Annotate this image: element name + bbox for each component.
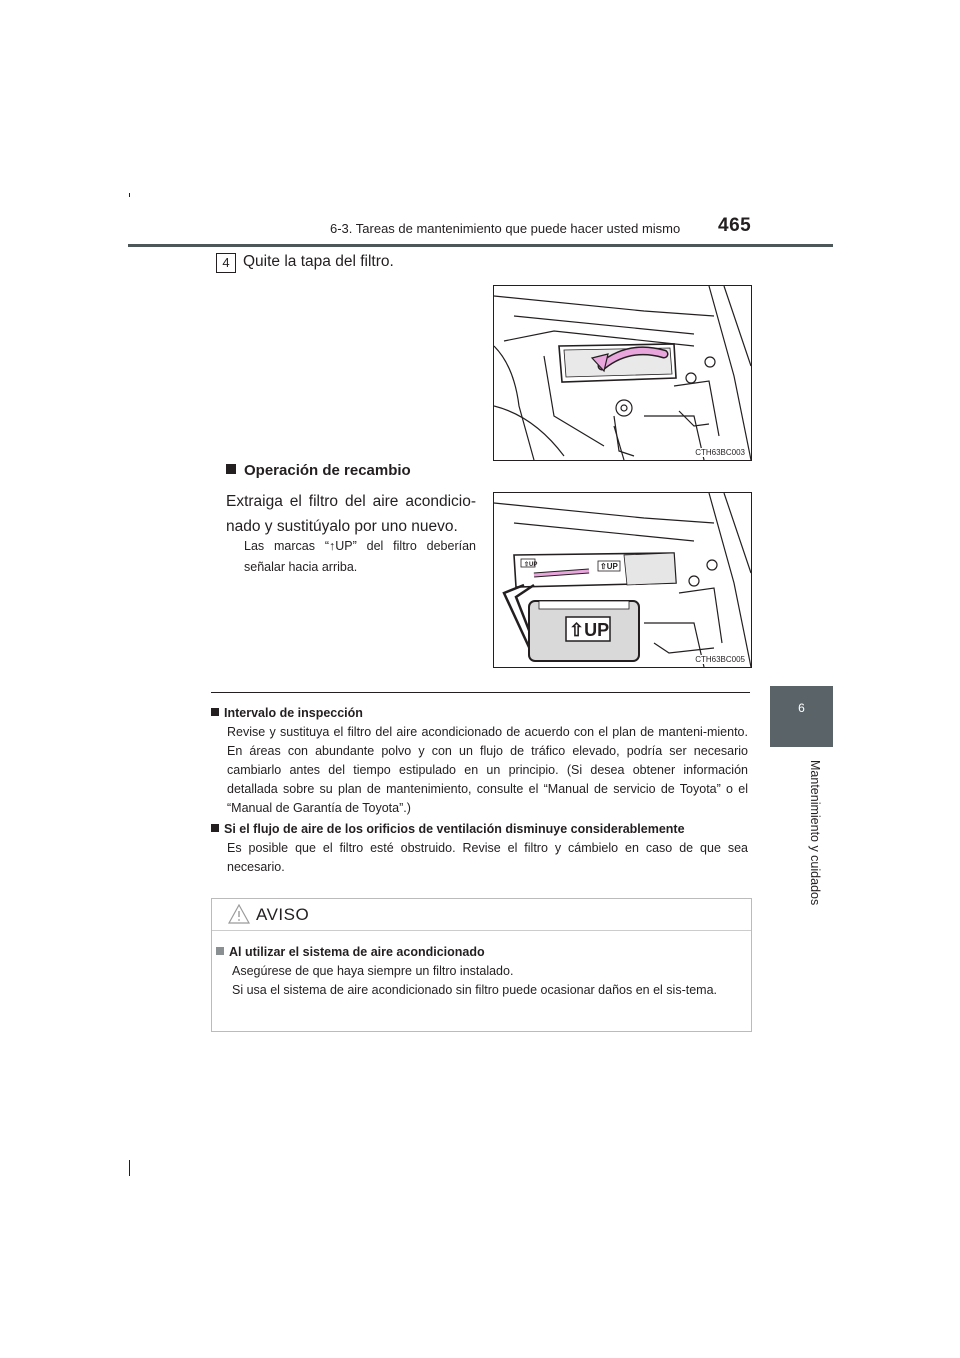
chapter-tab [770, 686, 833, 747]
step-instruction: Quite la tapa del filtro. [243, 253, 394, 270]
warning-label: AVISO [256, 905, 310, 924]
warning-box [211, 898, 752, 1032]
chapter-label-container [786, 760, 822, 910]
header-rule [128, 244, 833, 247]
warning-title: Al utilizar el sistema de aire acondicionado [216, 943, 744, 962]
info-text: Revise y sustituya el filtro del aire acondicionado de acuerdo con el plan de manteni-miento. En áreas con abundante polvo y con un flujo de tráfico elevado, podría ser necesario cambiarlo antes del tiempo estipulado en un principio. (Si desea obtener información detallada sobre su plan de mantenimiento, consulte el “Manual de servicio de Toyota” o el “Manual de Garantía de Toyota”.) [227, 725, 748, 815]
warning-body [216, 943, 744, 1000]
step-number-box: 4 [216, 253, 236, 273]
warning-line-2: Si usa el sistema de aire acondicionado sin filtro puede ocasionar daños en el sis-tema. [232, 983, 717, 997]
warning-header [212, 899, 751, 931]
square-bullet-icon [216, 947, 224, 955]
info-title: Si el flujo de aire de los orificios de ventilación disminuye considerablemente [211, 820, 748, 839]
square-bullet-icon [211, 708, 219, 716]
warning-triangle-icon [228, 904, 250, 924]
svg-text:⇧UP: ⇧UP [600, 562, 618, 571]
page-number: 465 [718, 215, 752, 236]
section-divider [211, 692, 750, 693]
info-title: Intervalo de inspección [211, 704, 748, 723]
chapter-label: Mantenimiento y cuidados [808, 760, 822, 906]
replacement-note: Las marcas “↑UP” del filtro deberían señalar hacia arriba. [244, 539, 476, 574]
replacement-body: Extraiga el filtro del aire acondicio-nado y sustitúyalo por uno nuevo. [226, 493, 476, 535]
figure-replace-filter [493, 492, 752, 668]
info-airflow-reduced [211, 820, 748, 877]
figure-code: CTH63BC005 [695, 655, 745, 664]
filter-cover-illustration [494, 286, 751, 460]
header-section-title: 6-3. Tareas de mantenimiento que puede hacer usted mismo [330, 221, 681, 236]
square-bullet-icon [211, 824, 219, 832]
info-text: Es posible que el filtro esté obstruido. Revise el filtro y cámbielo en caso de que sea necesario. [227, 841, 748, 874]
chapter-number: 6 [798, 701, 805, 715]
info-inspection-interval [211, 704, 748, 818]
filter-up-mark-illustration [494, 493, 751, 667]
figure-code: CTH63BC003 [695, 448, 745, 457]
svg-text:⇧UP: ⇧UP [569, 620, 610, 640]
replacement-heading: Operación de recambio [226, 462, 411, 479]
warning-line-1: Asegúrese de que haya siempre un filtro instalado. [232, 964, 514, 978]
crop-mark [129, 1160, 130, 1176]
crop-mark [129, 193, 130, 197]
figure-remove-filter-cover [493, 285, 752, 461]
square-bullet-icon [226, 464, 236, 474]
svg-text:⇧UP: ⇧UP [524, 562, 538, 568]
